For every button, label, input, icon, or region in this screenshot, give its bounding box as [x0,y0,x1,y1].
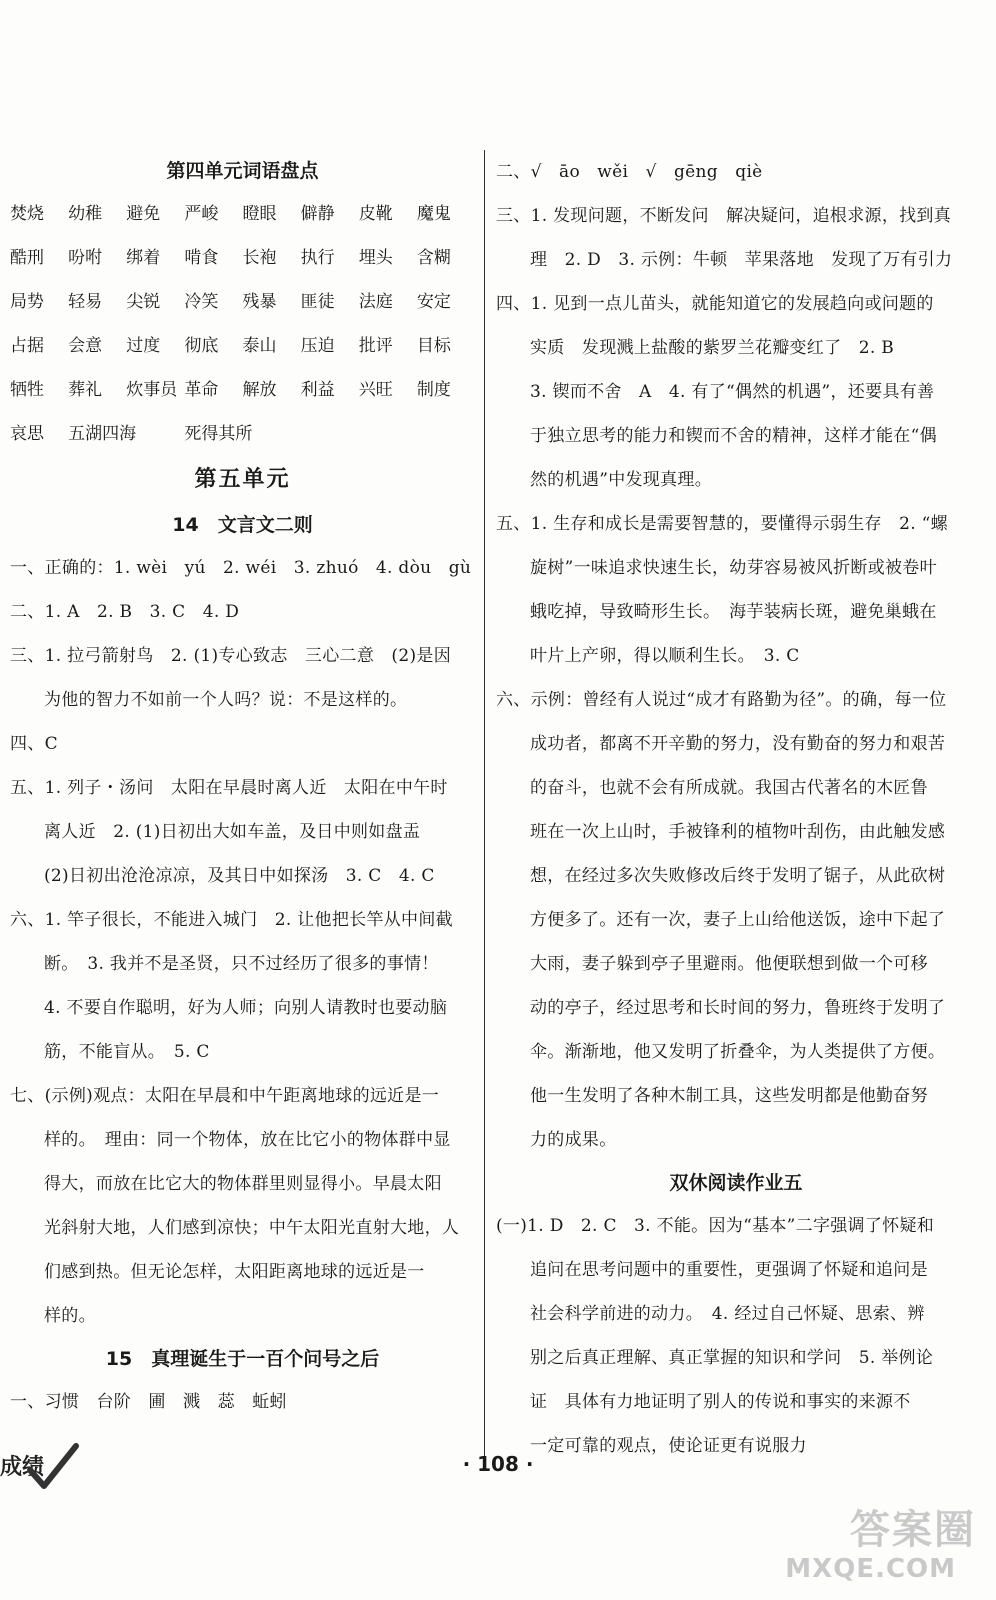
watermark-text: 答案圈 [850,1507,976,1553]
answer-line: 样的。 [44,1306,96,1326]
answer-line: 4. 不要自作聪明，好为人师；向别人请教时也要动脑 [44,998,448,1018]
answer-line: 班在一次上山时，手被锋利的植物叶刮伤，由此触发感 [530,822,946,842]
answer-line: 实质 发现溅上盐酸的紫罗兰花瓣变红了 2. B [530,338,895,358]
vocab-title: 第四单元词语盘点 [166,160,319,182]
answer-line: 方便多了。还有一次，妻子上山给他送饭，途中下起了 [530,910,946,930]
vocab-word: 匪徒 [300,292,335,312]
unit-title: 第五单元 [194,467,291,492]
answer-line: 五、1. 生存和成长是需要智慧的，要懂得示弱生存 2. “螺 [496,514,948,534]
answer-line: 他一生发明了各种木制工具，这些发明都是他勤奋努 [530,1086,928,1106]
vocab-word: 僻静 [300,204,335,224]
answer-line: 得大，而放在比它大的物体群里则显得小。早晨太阳 [44,1174,442,1194]
answer-line: 力的成果。 [530,1130,617,1150]
vocab-word: 目标 [416,336,451,356]
answer-line: 七、(示例)观点：太阳在早晨和中午距离地球的远近是一 [10,1086,440,1106]
answer-line: 三、1. 拉弓箭射鸟 2. (1)专心致志 三心二意 (2)是因 [10,646,452,666]
vocab-word: 牺牲 [10,380,44,400]
left-column [10,150,475,1424]
vocab-word: 泰山 [242,336,277,356]
answer-line: 的奋斗，也就不会有所成就。我国古代著名的木匠鲁 [530,778,928,798]
vocab-word: 占据 [10,336,44,356]
vocab-word: 绑着 [126,248,161,268]
vocab-word: 皮靴 [358,204,393,224]
answer-line: 断。 3. 我并不是圣贤，只不过经历了很多的事情！ [44,954,439,974]
answer-line: 五、1. 列子・汤问 太阳在早晨时离人近 太阳在中午时 [10,778,448,798]
answer-line: 别之后真正理解、真正掌握的知识和学问 5. 举例论 [530,1348,934,1368]
vocab-word: 避免 [126,204,161,224]
vocab-word: 轻易 [68,292,103,312]
vocab-word: 压迫 [300,336,335,356]
vocab-word: 法庭 [358,292,393,312]
vocab-word: 酷刑 [10,248,44,268]
answer-line: 成功者，都离不开辛勤的努力，没有勤奋的努力和艰苦 [530,734,946,754]
answer-line: 旋树”一味追求快速生长，幼芽容易被风折断或被卷叶 [530,558,937,578]
answer-line: 光斜射大地，人们感到凉快；中午太阳光直射大地，人 [44,1218,460,1238]
vocab-word: 过度 [126,336,161,356]
answer-line: (一)1. D 2. C 3. 不能。因为“基本”二字强调了怀疑和 [496,1216,935,1236]
vocab-word: 死得其所 [184,424,253,444]
vocab-word: 尖锐 [126,292,161,312]
vocab-word: 哀思 [10,424,44,444]
reading-title: 双休阅读作业五 [669,1172,803,1194]
answer-line: 动的亭子，经过思考和长时间的努力，鲁班终于发明了 [530,998,946,1018]
vocab-word: 局势 [10,292,44,312]
watermark [785,1498,996,1598]
answer-line: 一、习惯 台阶 圃 溅 蕊 蚯蚓 [10,1392,287,1412]
answer-line: 然的机遇”中发现真理。 [530,470,712,490]
answer-line: 样的。 理由：同一个物体，放在比它小的物体群中显 [44,1130,451,1150]
answer-line: 一定可靠的观点，使论证更有说服力 [530,1436,807,1456]
answer-line: 一、正确的：1. wèi yú 2. wéi 3. zhuó 4. dòu gù [10,558,472,578]
answer-line: 二、√ āo wěi √ gēng qiè [496,162,763,182]
vocab-word: 瞪眼 [242,204,277,224]
answer-line: 证 具体有力地证明了别人的传说和事实的来源不 [530,1392,911,1412]
vocab-word: 魔鬼 [416,204,451,224]
answer-line: (2)日初出沧沧凉凉，及其日中如探汤 3. C 4. C [44,866,435,886]
answer-line: 六、示例：曾经有人说过“成才有路勤为径”。的确，每一位 [496,690,947,710]
vocab-word: 革命 [184,380,219,400]
answer-line: 四、1. 见到一点儿苗头，就能知道它的发展趋向或问题的 [496,294,934,314]
vocab-word: 含糊 [416,248,451,268]
answer-line: 们感到热。但无论怎样，太阳距离地球的远近是一 [44,1262,425,1282]
answer-line: 蛾吃掉，导致畸形生长。 海芋装病长斑，避免巢蛾在 [530,602,937,622]
answer-line: 为他的智力不如前一个人吗？说：不是这样的。 [44,690,408,710]
vocab-word: 冷笑 [184,292,219,312]
vocab-word: 批评 [358,336,393,356]
vocab-word: 残暴 [242,292,277,312]
answer-line: 想，在经过多次失败修改后终于发明了锯子，从此砍树 [530,866,946,886]
vocab-word: 炊事员 [126,380,178,400]
answer-line: 社会科学前进的动力。 4. 经过自己怀疑、思索、辨 [530,1304,925,1324]
answer-line: 离人近 2. (1)日初出大如车盖，及日中则如盘盂 [44,822,421,842]
vocab-word: 长袍 [242,248,277,268]
vocab-word: 执行 [300,248,335,268]
vocab-word: 会意 [68,336,103,356]
answer-line: 于独立思考的能力和锲而不舍的精神，这样才能在“偶 [530,426,937,446]
vocab-word: 利益 [300,380,335,400]
lesson15-title: 15 真理诞生于一百个问号之后 [105,1348,380,1370]
vocab-word: 彻底 [184,336,219,356]
answer-line: 四、C [10,734,58,754]
answer-line: 筋，不能盲从。 5. C [44,1042,210,1062]
answer-line: 3. 锲而不舍 A 4. 有了“偶然的机遇”，还要具有善 [530,382,935,402]
answer-line: 追问在思考问题中的重要性，更强调了怀疑和追问是 [530,1260,928,1280]
vocab-word: 制度 [416,380,451,400]
vocab-word: 葬礼 [68,380,103,400]
answer-line: 伞。渐渐地，他又发明了折叠伞，为人类提供了方便。 [530,1042,946,1062]
watermark-url: MXQE.COM [785,1554,956,1584]
answer-line: 六、1. 竿子很长，不能进入城门 2. 让他把长竿从中间截 [10,910,453,930]
answer-line: 叶片上产卵，得以顺利生长。 3. C [530,646,800,666]
answer-line: 理 2. D 3. 示例：牛顿 苹果落地 发现了万有引力 [530,250,953,270]
vocab-word: 埋头 [358,248,393,268]
vocab-word: 五湖四海 [68,424,137,444]
lesson14-title: 14 文言文二则 [172,514,313,536]
answer-line: 二、1. A 2. B 3. C 4. D [10,602,240,622]
vocab-word: 安定 [416,292,451,312]
vocab-grid [10,192,475,456]
vocab-word: 解放 [242,380,277,400]
logo-text: 成绩 [0,1455,45,1480]
vocab-word: 啃食 [184,248,219,268]
answer-line: 三、1. 发现问题，不断发问 解决疑问，追根求源，找到真 [496,206,952,226]
page-number: · 108 · [462,1452,534,1476]
vocab-word: 焚烧 [10,204,44,224]
vocab-word: 兴旺 [358,380,393,400]
vocab-word: 严峻 [184,204,219,224]
vocab-word: 吩咐 [68,248,103,268]
column-divider [484,150,485,1470]
answer-line: 大雨，妻子躲到亭子里避雨。他便联想到做一个可移 [530,954,928,974]
right-column [496,150,976,1468]
lesson14-answers [10,546,475,1338]
vocab-word: 幼稚 [68,204,103,224]
